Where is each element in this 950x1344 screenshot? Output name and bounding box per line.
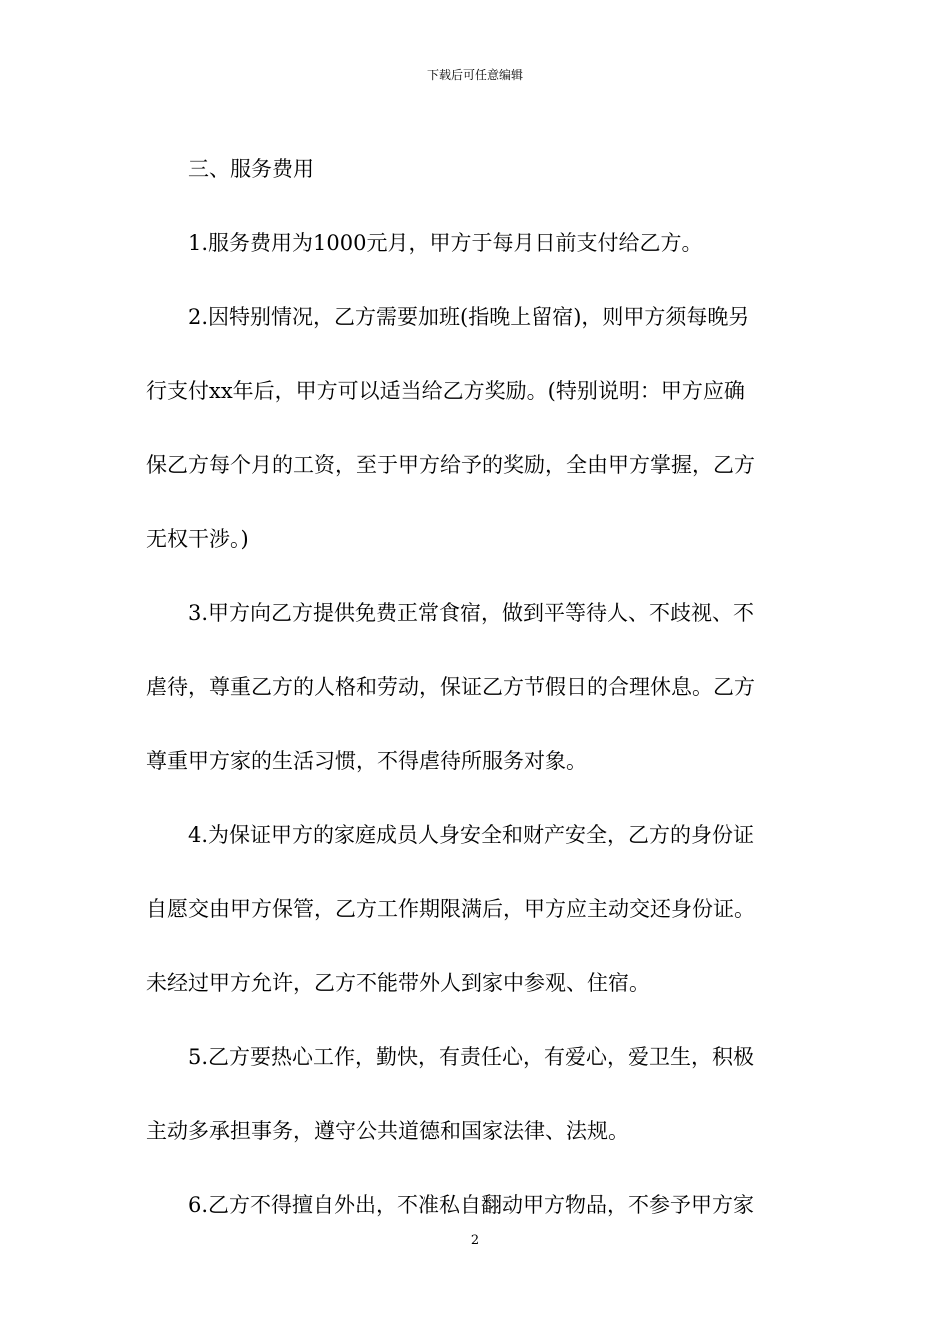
paragraph-line: 6.乙方不得擅自外出，不准私自翻动甲方物品，不参予甲方家 [188, 1193, 755, 1217]
paragraph-line: 5.乙方要热心工作，勤快，有责任心，有爱心，爱卫生，积极 [188, 1045, 755, 1069]
paragraph-line: 行支付xx年后，甲方可以适当给乙方奖励。(特别说明：甲方应确 [146, 379, 745, 403]
paragraph-line: 4.为保证甲方的家庭成员人身安全和财产安全，乙方的身份证 [188, 823, 755, 847]
document-body [146, 132, 806, 1242]
paragraph-line: 保乙方每个月的工资，至于甲方给予的奖励，全由甲方掌握，乙方 [146, 453, 755, 477]
paragraph-line: 虐待，尊重乙方的人格和劳动，保证乙方节假日的合理休息。乙方 [146, 675, 755, 699]
paragraph-line: 主动多承担事务，遵守公共道德和国家法律、法规。 [146, 1119, 629, 1143]
paragraph-line: 未经过甲方允许，乙方不能带外人到家中参观、住宿。 [146, 971, 650, 995]
paragraph-line: 自愿交由甲方保管，乙方工作期限满后，甲方应主动交还身份证。 [146, 897, 755, 921]
paragraph-line: 1.服务费用为1000元月，甲方于每月日前支付给乙方。 [188, 231, 703, 255]
header-note: 下载后可任意编辑 [426, 68, 523, 82]
paragraph-line: 3.甲方向乙方提供免费正常食宿，做到平等待人、不歧视、不 [188, 601, 755, 625]
page-number: 2 [470, 1233, 480, 1248]
paragraph-line: 无权干涉。) [146, 527, 249, 551]
paragraph-line: 尊重甲方家的生活习惯，不得虐待所服务对象。 [146, 749, 587, 773]
section-heading: 三、服务费用 [188, 157, 314, 181]
paragraph-line: 2.因特别情况，乙方需要加班(指晚上留宿)，则甲方须每晚另 [188, 305, 750, 329]
